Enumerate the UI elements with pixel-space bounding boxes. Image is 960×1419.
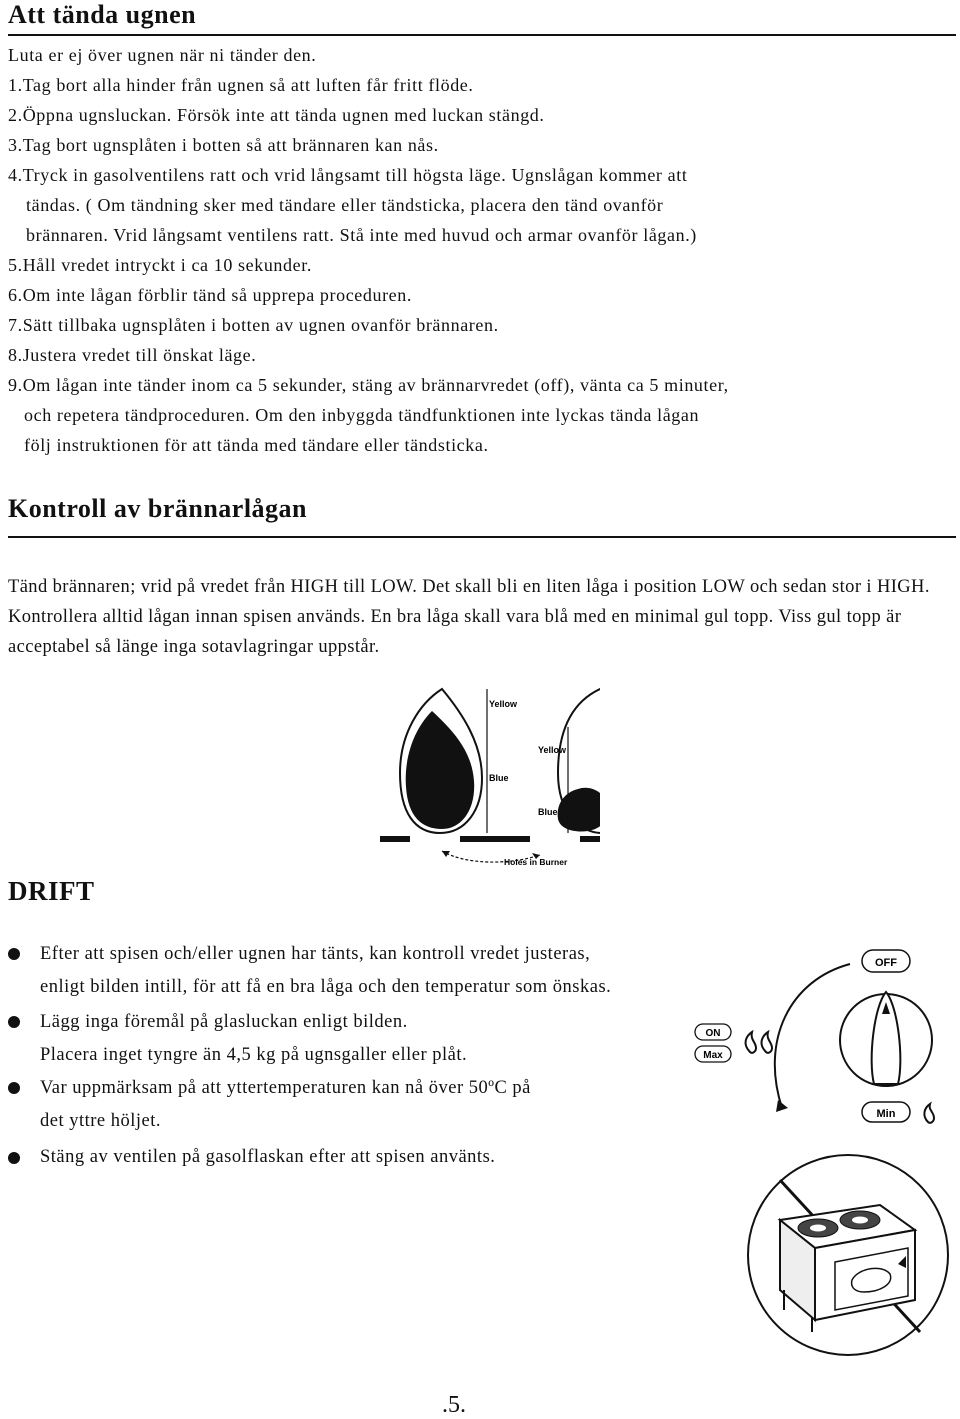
instruction-line: 7.Sätt tillbaka ugnsplåten i botten av ugnen ovanför brännaren. <box>8 315 499 335</box>
section-title-operation: DRIFT <box>8 876 95 906</box>
instruction-line: 8.Justera vredet till önskat läge. <box>8 345 257 365</box>
bullet-text: Stäng av ventilen på gasolflaskan efter att spisen använts. <box>40 1147 496 1167</box>
instruction-line: tändas. ( Om tändning sker med tändare eller tändsticka, placera den tänd ovanför <box>26 195 664 215</box>
flame-diagram <box>370 683 600 873</box>
section-divider <box>8 536 956 538</box>
bullet-dot <box>8 1082 20 1094</box>
bullet-text: enligt bilden intill, för att få en bra låga och den temperatur som önskas. <box>40 977 612 997</box>
off-label: OFF <box>875 957 897 969</box>
bullet-text: Var uppmärksam på att yttertemperaturen kan nå över 50ºC på <box>40 1078 531 1098</box>
bullet-dot <box>8 1152 20 1164</box>
on-label: ON <box>705 1028 721 1039</box>
blue-label: Blue <box>489 773 509 783</box>
instruction-line: 3.Tag bort ugnsplåten i botten så att brännaren kan nås. <box>8 135 439 155</box>
instruction-line: 2.Öppna ugnsluckan. Försök inte att tända ugnen med luckan stängd. <box>8 105 545 125</box>
small-flame-icon <box>924 1104 934 1123</box>
instruction-line: brännaren. Vrid långsamt ventilens ratt. Stå inte med huvud och armar ovanför lågan.) <box>26 225 697 245</box>
bullet-dot <box>8 948 20 960</box>
control-knob-diagram <box>690 940 950 1140</box>
page-number: .5. <box>442 1392 466 1418</box>
holes-in-burner-label: Holes in Burner <box>504 857 568 867</box>
blue-label: Blue <box>538 807 558 817</box>
instruction-line: 6.Om inte lågan förblir tänd så upprepa proceduren. <box>8 285 412 305</box>
instruction-line: och repetera tändproceduren. Om den inbyggda tändfunktionen inte lyckas tända lågan <box>24 405 700 425</box>
bullet-text: det yttre höljet. <box>40 1111 162 1131</box>
large-flame-icon <box>746 1032 756 1053</box>
instruction-line: 4.Tryck in gasolventilens ratt och vrid långsamt till högsta läge. Ugnslågan kommer att <box>8 165 688 185</box>
bullet-text: Efter att spisen och/eller ugnen har tänts, kan kontroll vredet justeras, <box>40 944 591 964</box>
bullet-text: Placera inget tyngre än 4,5 kg på ugnsgaller eller plåt. <box>40 1045 468 1065</box>
min-label: Min <box>876 1108 896 1120</box>
yellow-label: Yellow <box>489 699 518 709</box>
bullet-dot <box>8 1016 20 1028</box>
large-flame-icon <box>762 1032 772 1053</box>
instruction-line: 1.Tag bort alla hinder från ugnen så att luften får fritt flöde. <box>8 75 474 95</box>
instruction-line: Luta er ej över ugnen när ni tänder den. <box>8 45 317 65</box>
instruction-line: följ instruktionen för att tända med tändare eller tändsticka. <box>24 435 489 455</box>
stove-glass-lid-diagram <box>740 1150 956 1360</box>
max-label: Max <box>703 1050 723 1061</box>
section-divider <box>8 34 956 36</box>
bullet-text: Lägg inga föremål på glasluckan enligt bilden. <box>40 1012 408 1032</box>
instruction-line: 9.Om lågan inte tänder inom ca 5 sekunder, stäng av brännarvredet (off), vänta ca 5 minuter, <box>8 375 729 395</box>
flame-check-paragraph: Tänd brännaren; vrid på vredet från HIGH till LOW. Det skall bli en liten låga i position LOW och sedan stor i HIGH. Kontrollera alltid lågan innan spisen används. En bra låga skall vara blå med en minimal gul topp. Viss gul topp är acceptabel så länge inga sotavlagringar uppstår. <box>8 577 930 657</box>
section-title-lighting-oven: Att tända ugnen <box>8 0 197 29</box>
yellow-label: Yellow <box>538 745 567 755</box>
section-title-flame-check: Kontroll av brännarlågan <box>8 494 308 523</box>
instruction-line: 5.Håll vredet intryckt i ca 10 sekunder. <box>8 255 312 275</box>
